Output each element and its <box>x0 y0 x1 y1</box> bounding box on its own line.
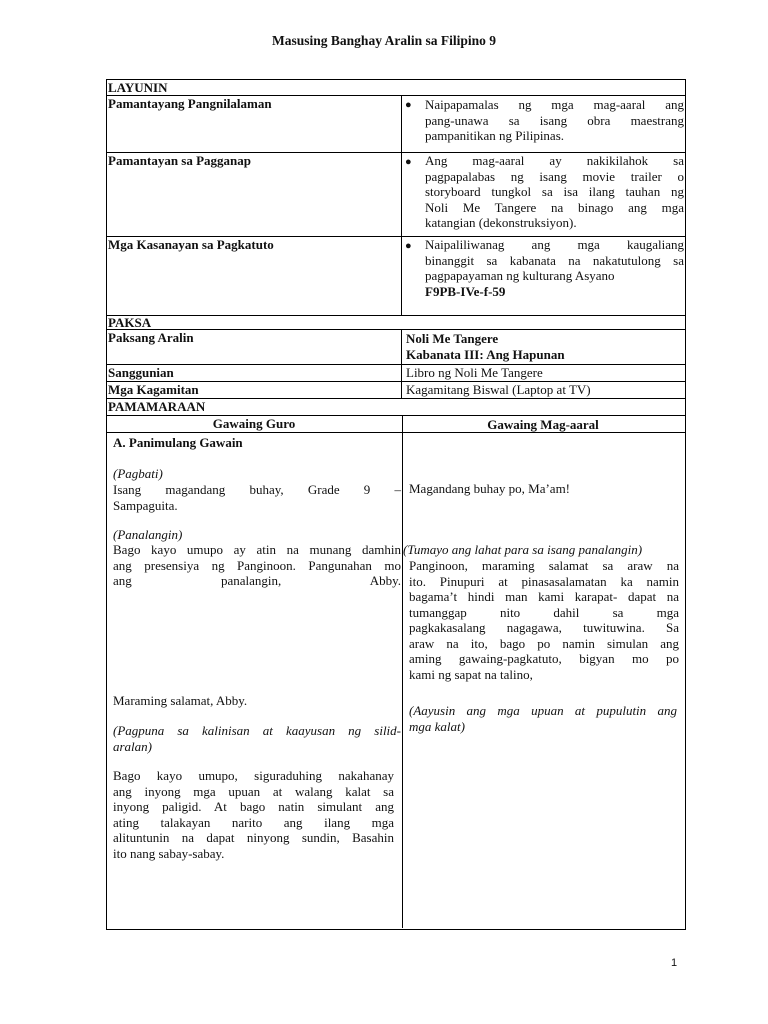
paksang-aralin-value: Noli Me Tangere Kabanata III: Ang Hapunan <box>406 331 565 362</box>
section-title: A. Panimulang Gawain <box>113 435 243 450</box>
page-title: Masusing Banghay Aralin sa Filipino 9 <box>272 33 496 48</box>
salamat-text: Maraming salamat, Abby. <box>113 693 248 708</box>
pagbati-label: (Pagbati) <box>113 466 163 481</box>
kagamitan-value: Kagamitang Biswal (Laptop at TV) <box>406 382 591 397</box>
panalangin-label: (Panalangin) <box>113 527 183 542</box>
paksang-aralin-label: Paksang Aralin <box>108 330 194 345</box>
kasanayan-text: Naipaliliwanag ang mga kaugaliang binanggit sa kabanata na nakatutulong sa pagpapayaman ng kulturang Asyano F9PB-IVe-f-59 <box>425 237 684 299</box>
pagpuna-text: (Pagpuna sa kalinisan at kaayusan ng silid- aralan) <box>113 723 401 754</box>
sanggunian-label: Sanggunian <box>108 365 174 380</box>
panalangin-dasal: Panginoon, maraming salamat sa araw na ito. Pinupuri at pinasasalamatan ka namin bagama’t hindi man kami karapat- dapat na tumanggap nito dahil sa mga pagkakasalang nagagawa, tuwituwina. Sa araw na ito, bago po namin simulan ang aming gawaing-pagkatuto, bigyan mo po kami ng sapat na talino, <box>409 558 679 682</box>
panalangin-text: Bago kayo umupo ay atin na munang damhin ang presensiya ng Panginoon. Pangunahan mo ang panalangin, Abby. <box>113 542 401 588</box>
column-divider <box>402 415 403 928</box>
tumayo-text: (Tumayo ang lahat para sa isang panalangin) <box>403 542 643 557</box>
pangnilalaman-text: Naipapamalas ng mga mag-aaral ang pang-unawa sa isang obra maestrang pampanitikan ng Pilipinas. <box>425 97 684 143</box>
pamantayan-pagganap-label: Pamantayan sa Pagganap <box>108 153 252 168</box>
column-divider <box>401 95 402 315</box>
bullet-icon: ● <box>405 156 412 168</box>
layunin-header: LAYUNIN <box>108 80 168 95</box>
column-divider <box>401 329 402 398</box>
pamantayang-pangnilalaman-label: Pamantayang Pangnilalaman <box>108 96 272 111</box>
gawaing-guro-header: Gawaing Guro <box>212 416 296 431</box>
sagot-pagbati: Magandang buhay po, Ma’am! <box>409 481 571 496</box>
bago-umupo-text: Bago kayo umupo, siguraduhing nakahanay ang inyong mga upuan at walang kalat sa inyong paligid. At bago natin simulant ang ating talakayan narito ang ilang mga alituntunin na dapat ninyong sundin, Basahin ito nang sabay-sabay. <box>113 768 394 861</box>
kasanayan-label: Mga Kasanayan sa Pagkatuto <box>108 237 274 252</box>
row-divider <box>106 364 685 365</box>
bullet-icon: ● <box>405 240 412 252</box>
pamamaraan-header: PAMAMARAAN <box>108 399 206 414</box>
page-number: 1 <box>671 957 678 969</box>
aayusin-text: (Aayusin ang mga upuan at pupulutin ang mga kalat) <box>409 703 677 734</box>
pagganap-text: Ang mag-aaral ay nakikilahok sa pagpapalabas ng isang movie trailer o storyboard tungkol sa isa ilang tauhan ng Noli Me Tangere na binago ang mga katangian (dekonstruksiyon). <box>425 153 684 230</box>
row-divider <box>106 315 685 316</box>
sanggunian-value: Libro ng Noli Me Tangere <box>406 365 543 380</box>
competency-code: F9PB-IVe-f-59 <box>425 283 506 299</box>
gawaing-magaaral-header: Gawaing Mag-aaral <box>487 417 599 432</box>
kagamitan-label: Mga Kagamitan <box>108 382 199 397</box>
bullet-icon: ● <box>405 99 412 111</box>
pagbati-text: Isang magandang buhay, Grade 9 – Sampaguita. <box>113 482 401 513</box>
paksa-header: PAKSA <box>108 315 152 330</box>
